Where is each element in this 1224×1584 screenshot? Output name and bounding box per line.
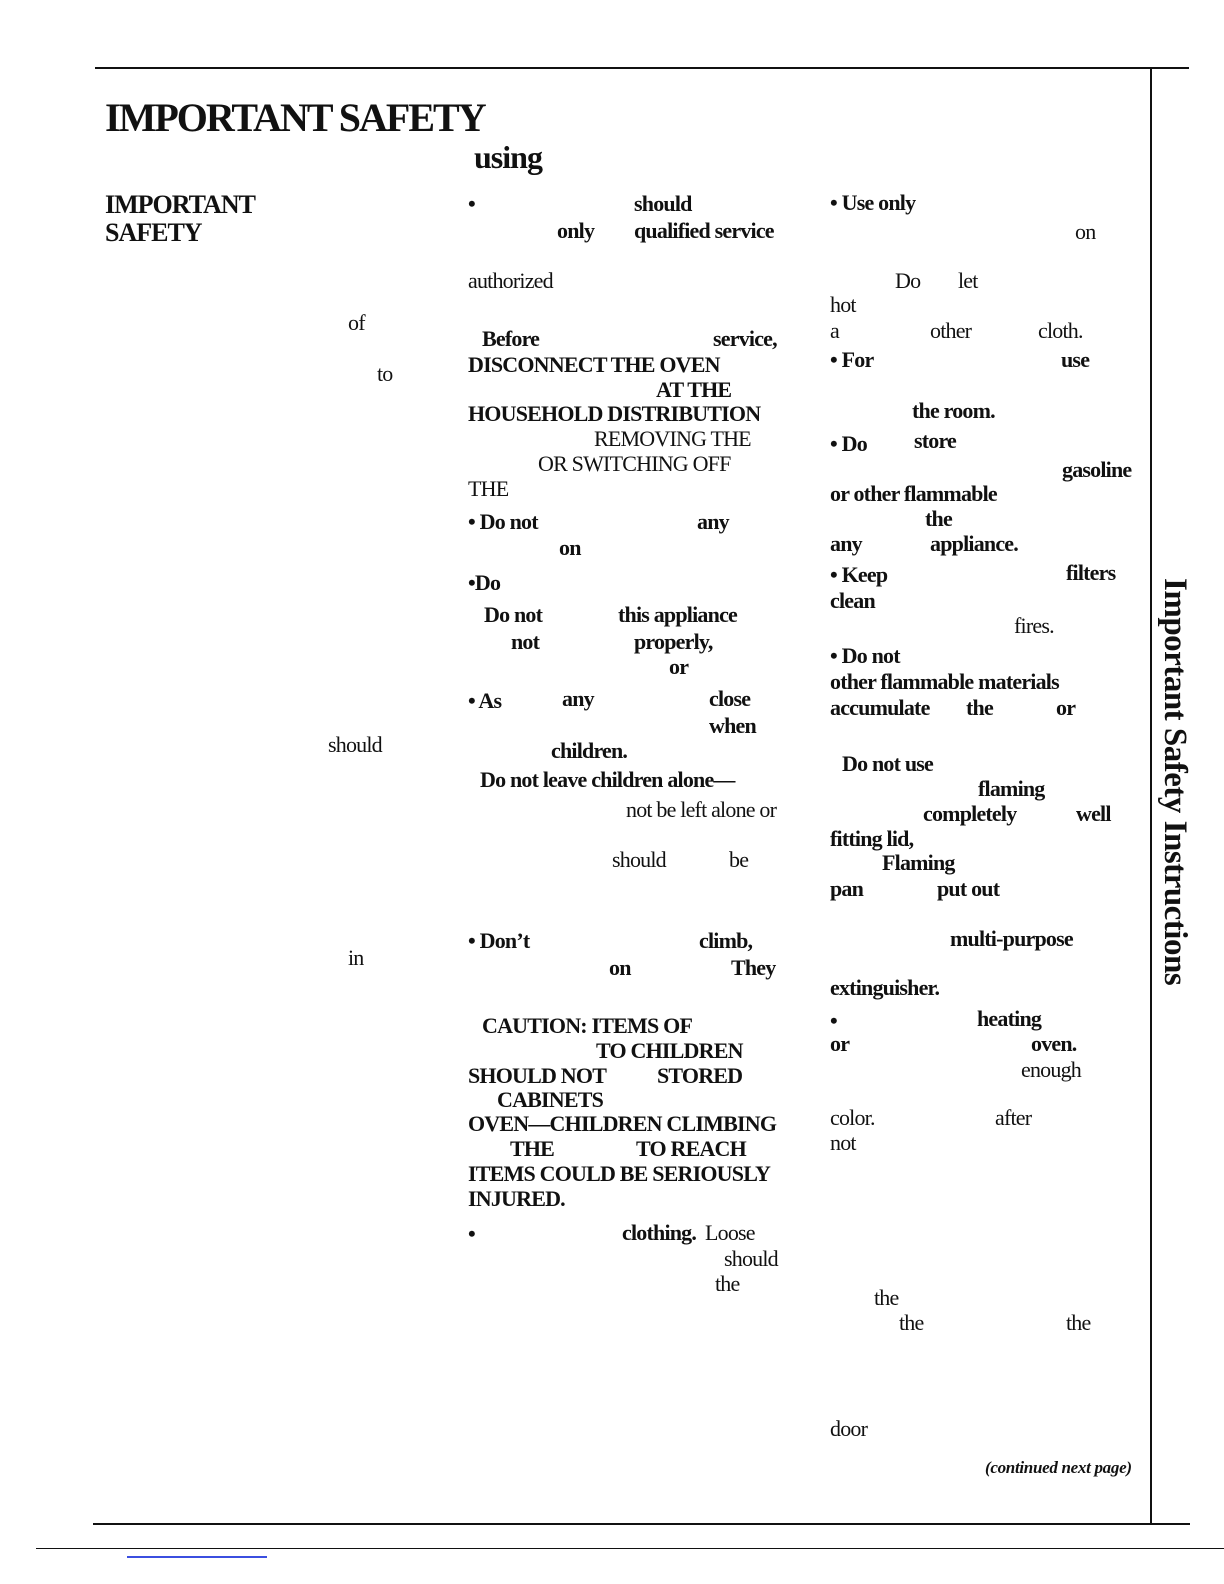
text-fragment: any [562,686,594,711]
text-fragment: after [995,1105,1032,1130]
text-fragment: not be left alone or [626,797,777,822]
text-fragment: completely [923,801,1017,826]
left-heading-line2: SAFETY [105,218,202,247]
text-fragment: qualified service [634,218,774,243]
text-fragment: not [511,629,540,654]
text-fragment: HOUSEHOLD DISTRIBUTION [468,401,761,426]
text-fragment: authorized [468,268,553,293]
text-fragment: on [1075,219,1096,244]
text-fragment: appliance. [930,531,1018,556]
text-fragment: STORED [657,1063,743,1088]
text-fragment: the [1066,1310,1091,1335]
text-fragment: on [559,535,581,560]
text-fragment: TO REACH [636,1136,746,1161]
text-fragment: ITEMS COULD BE SERIOUSLY [468,1161,771,1186]
text-fragment: not [830,1130,856,1155]
text-fragment: should [634,191,692,216]
text-fragment: SHOULD NOT [468,1063,607,1088]
text-fragment: a [830,318,839,343]
text-fragment: Do not use [842,751,934,776]
left-fragment: in [348,945,364,970]
left-heading-line1: IMPORTANT [105,190,255,219]
text-fragment: should [724,1246,778,1271]
text-fragment: AT THE [656,377,732,402]
text-fragment: any [830,531,862,556]
text-fragment: • Keep [830,562,888,587]
text-fragment: service, [713,326,777,351]
left-fragment: should [328,732,382,757]
bottom-rule [93,1523,1190,1525]
text-fragment: the [899,1310,924,1335]
top-rule [95,67,1189,69]
text-fragment: oven. [1031,1031,1077,1056]
text-fragment: Loose [705,1220,755,1245]
text-fragment: gasoline [1062,457,1132,482]
text-fragment: heating [977,1006,1042,1031]
text-fragment: the [874,1285,899,1310]
text-fragment: Do not leave children alone— [480,767,735,792]
page-subtitle: using [474,139,542,175]
text-fragment: THE [510,1136,555,1161]
text-fragment: only [557,218,595,243]
text-fragment: REMOVING THE [594,426,751,451]
text-fragment: or [830,1031,850,1056]
text-fragment: accumulate [830,695,930,720]
text-fragment: other flammable materials [830,669,1059,694]
text-fragment: multi-purpose [950,926,1073,951]
text-fragment: Do not [484,602,543,627]
text-fragment: door [830,1416,868,1441]
text-fragment: Before [482,326,540,351]
text-fragment: be [729,847,749,872]
text-fragment: TO CHILDREN [596,1038,743,1063]
text-fragment: properly, [634,629,713,654]
text-fragment: INJURED. [468,1186,565,1211]
text-fragment: Do [895,268,921,293]
text-fragment: • Don’t [468,928,530,953]
text-fragment: clean [830,588,875,613]
text-fragment: filters [1066,560,1116,585]
text-fragment: • Do [830,431,867,456]
vertical-section-label: Important Safety Instructions [1157,578,1193,986]
text-fragment: fitting lid, [830,826,914,851]
text-fragment: when [709,713,756,738]
text-fragment: climb, [699,928,753,953]
text-fragment: should [612,847,666,872]
text-fragment: the room. [912,398,995,423]
text-fragment: • [468,1221,475,1246]
text-fragment: hot [830,292,856,317]
text-fragment: enough [1021,1057,1081,1082]
text-fragment: • Use only [830,190,916,215]
text-fragment: Flaming [882,850,955,875]
text-fragment: THE [468,476,509,501]
text-fragment: • [830,1008,837,1033]
text-fragment: store [914,428,957,453]
text-fragment: • Do not [830,643,900,668]
text-fragment: • As [468,688,502,713]
text-fragment: CABINETS [497,1087,604,1112]
text-fragment: let [958,268,978,293]
page-title: IMPORTANT SAFETY [105,95,485,140]
text-fragment: use [1061,347,1090,372]
text-fragment: the [715,1271,740,1296]
text-fragment: on [609,955,631,980]
footer-accent-line [127,1556,267,1558]
text-fragment: OR SWITCHING OFF [538,451,731,476]
text-fragment: • Do not [468,509,538,534]
text-fragment: pan [830,876,864,901]
text-fragment: flaming [978,776,1045,801]
text-fragment: other [930,318,972,343]
text-fragment: children. [551,738,628,763]
text-fragment: cloth. [1038,318,1083,343]
text-fragment: put out [937,876,1000,901]
text-fragment: any [697,509,729,534]
text-fragment: the [966,695,993,720]
right-vertical-rule [1150,67,1152,1525]
text-fragment: fires. [1014,613,1054,638]
text-fragment: • For [830,347,874,372]
text-fragment: or [669,654,689,679]
text-fragment: well [1076,801,1111,826]
text-fragment: • [468,191,475,216]
text-fragment: color. [830,1105,875,1130]
footer-rule [36,1548,1224,1549]
text-fragment: •Do [468,570,501,595]
text-fragment: this appliance [618,602,737,627]
text-fragment: clothing. [622,1220,697,1245]
text-fragment: the [925,506,952,531]
text-fragment: DISCONNECT THE OVEN [468,352,720,377]
text-fragment: or [1056,695,1076,720]
text-fragment: They [731,955,776,980]
left-fragment: to [377,361,393,386]
text-fragment: extinguisher. [830,975,940,1000]
text-fragment: close [709,686,751,711]
continued-note: (continued next page) [985,1458,1132,1477]
left-fragment: of [348,310,365,335]
text-fragment: OVEN—CHILDREN CLIMBING [468,1111,777,1136]
text-fragment: CAUTION: ITEMS OF [482,1013,693,1038]
text-fragment: or other flammable [830,481,997,506]
